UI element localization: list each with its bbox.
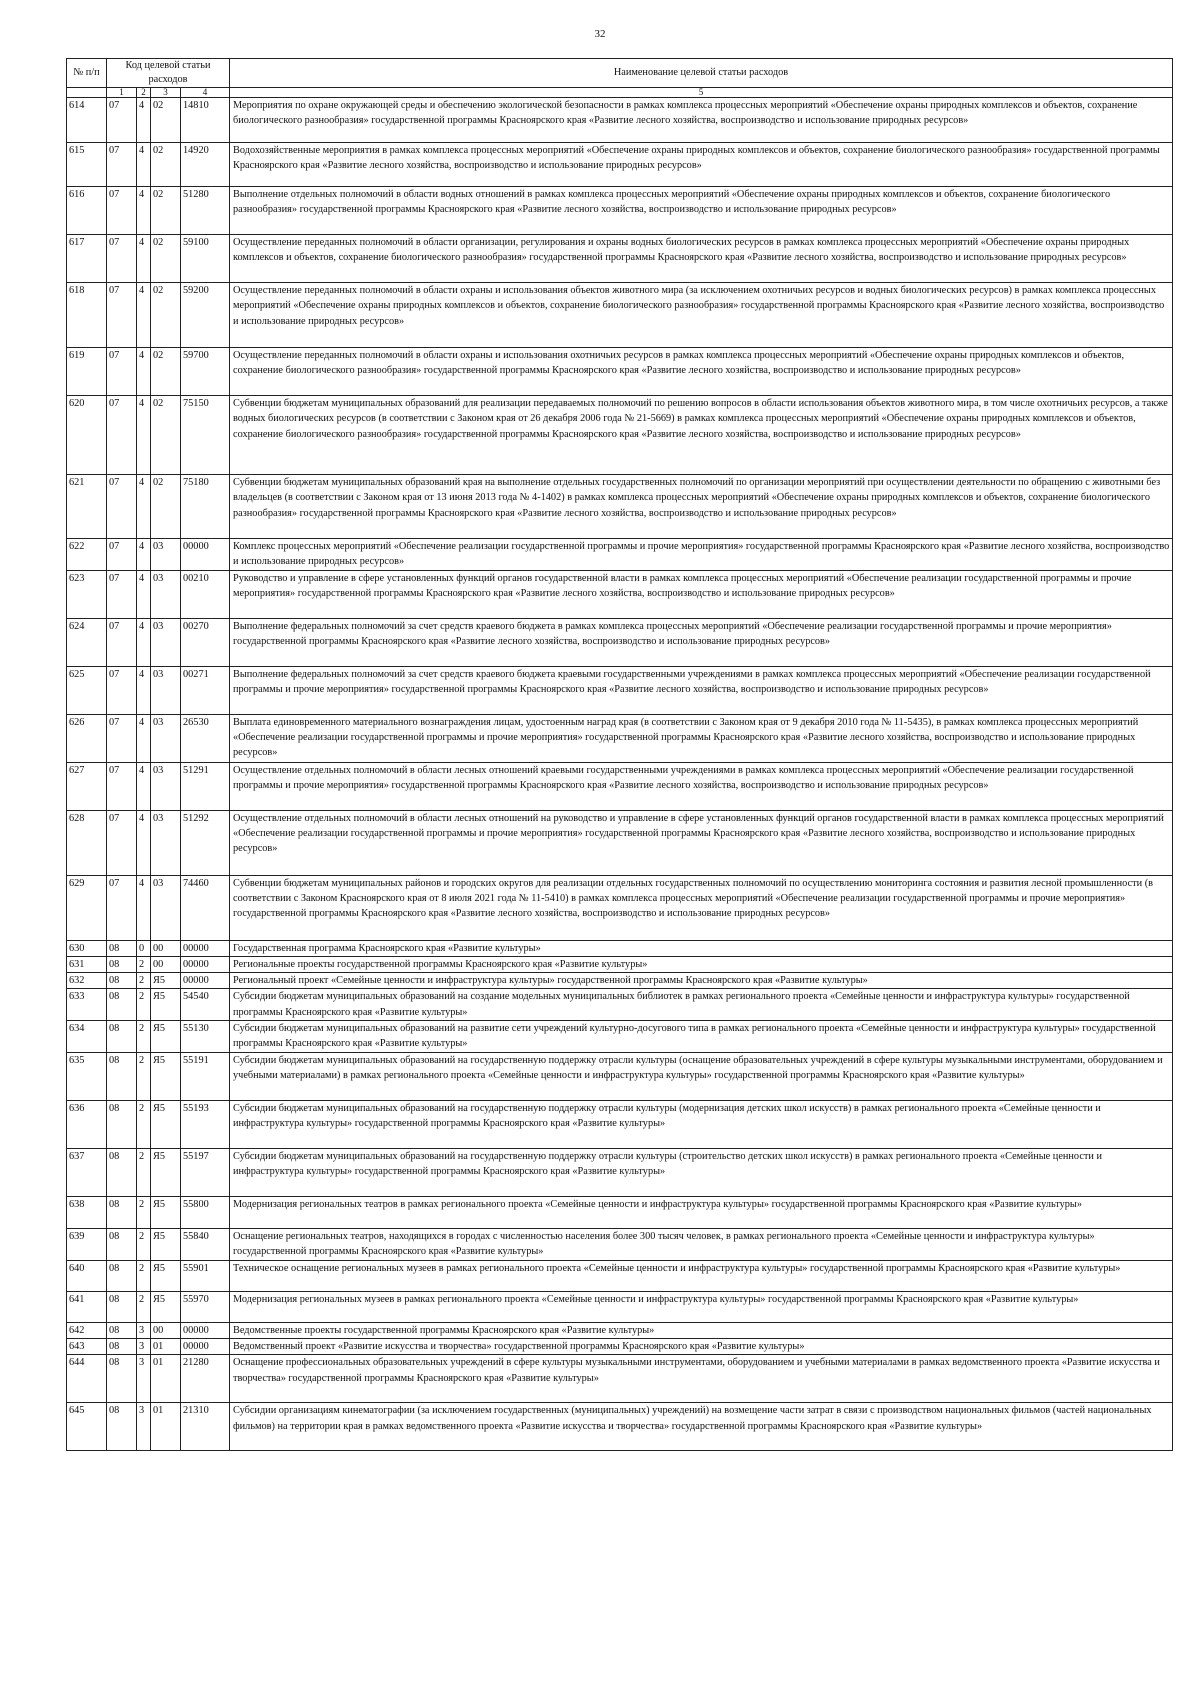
code-part-2: 4 (137, 187, 151, 235)
code-part-4: 55840 (181, 1228, 230, 1260)
code-part-2: 3 (137, 1403, 151, 1451)
row-number: 629 (67, 875, 107, 940)
header-row (67, 59, 1173, 88)
code-part-1: 08 (107, 1355, 137, 1403)
code-part-1: 07 (107, 666, 137, 714)
code-part-3: Я5 (151, 989, 181, 1021)
code-part-2: 2 (137, 973, 151, 989)
row-number: 640 (67, 1260, 107, 1291)
table-row (67, 666, 1173, 714)
article-name: Модернизация региональных музеев в рамках регионального проекта «Семейные ценности и инфраструктура культуры» государственной программы Красноярского края «Развитие культуры» (230, 1291, 1173, 1322)
code-part-1: 07 (107, 235, 137, 283)
code-part-1: 08 (107, 1021, 137, 1053)
code-part-2: 2 (137, 956, 151, 972)
row-number: 632 (67, 973, 107, 989)
code-part-4: 00210 (181, 570, 230, 618)
article-name: Руководство и управление в сфере установленных функций органов государственной власти в рамках комплекса процессных мероприятий «Обеспечение реализации государственной программы и прочие мероприятия» государственной программы Красноярского края «Развитие лесного хозяйства, воспроизводство и использование природных ресурсов» (230, 570, 1173, 618)
code-part-4: 55197 (181, 1148, 230, 1196)
code-part-4: 00271 (181, 666, 230, 714)
code-part-1: 07 (107, 283, 137, 348)
code-part-1: 07 (107, 143, 137, 187)
row-number: 641 (67, 1291, 107, 1322)
row-number: 633 (67, 989, 107, 1021)
code-part-3: 03 (151, 618, 181, 666)
code-part-3: 01 (151, 1355, 181, 1403)
table-row (67, 1322, 1173, 1338)
article-name: Субсидии бюджетам муниципальных образований на государственную поддержку отрасли культуры (модернизация детских школ искусств) в рамках регионального проекта «Семейные ценности и инфраструктура культуры» государственной программы Красноярского края «Развитие культуры» (230, 1100, 1173, 1148)
code-part-2: 4 (137, 348, 151, 396)
code-part-2: 4 (137, 666, 151, 714)
code-part-2: 4 (137, 570, 151, 618)
article-name: Субсидии бюджетам муниципальных образований на государственную поддержку отрасли культуры (оснащение образовательных учреждений в сфере культуры музыкальными инструментами, оборудованием и учебными материалами) в рамках регионального проекта «Семейные ценности и инфраструктура культуры» государственной программы Красноярского края «Развитие культуры» (230, 1052, 1173, 1100)
code-part-2: 4 (137, 762, 151, 810)
row-number: 636 (67, 1100, 107, 1148)
code-part-3: 02 (151, 475, 181, 539)
article-name: Выполнение федеральных полномочий за счет средств краевого бюджета в рамках комплекса процессных мероприятий «Обеспечение реализации государственной программы и прочие мероприятия» государственной программы Красноярского края «Развитие лесного хозяйства, воспроизводство и использование природных ресурсов» (230, 618, 1173, 666)
row-number: 645 (67, 1403, 107, 1451)
code-part-3: Я5 (151, 973, 181, 989)
code-part-1: 08 (107, 940, 137, 956)
code-part-2: 2 (137, 1228, 151, 1260)
code-part-1: 08 (107, 956, 137, 972)
table-row (67, 1021, 1173, 1053)
code-part-4: 21310 (181, 1403, 230, 1451)
code-part-1: 08 (107, 1100, 137, 1148)
table-row (67, 618, 1173, 666)
colnum-5: 5 (230, 88, 1173, 98)
code-part-4: 00000 (181, 940, 230, 956)
article-name: Мероприятия по охране окружающей среды и обеспечению экологической безопасности в рамках комплекса процессных мероприятий «Обеспечение охраны природных комплексов и объектов, сохранение биологического разнообразия» государственной программы Красноярского края «Развитие лесного хозяйства, воспроизводство и использование природных ресурсов» (230, 98, 1173, 143)
article-name: Субсидии бюджетам муниципальных образований на создание модельных муниципальных библиотек в рамках регионального проекта «Семейные ценности и инфраструктура культуры» государственной программы Красноярского края «Развитие культуры» (230, 989, 1173, 1021)
code-part-4: 26530 (181, 714, 230, 762)
table-row (67, 875, 1173, 940)
article-name: Оснащение региональных театров, находящихся в городах с численностью населения более 300 тысяч человек, в рамках регионального проекта «Семейные ценности и инфраструктура культуры» государственной программы Красноярского края «Развитие культуры» (230, 1228, 1173, 1260)
code-part-2: 2 (137, 1291, 151, 1322)
code-part-4: 55130 (181, 1021, 230, 1053)
code-part-4: 59100 (181, 235, 230, 283)
row-number: 637 (67, 1148, 107, 1196)
code-part-3: 03 (151, 762, 181, 810)
code-part-4: 51291 (181, 762, 230, 810)
code-part-2: 4 (137, 143, 151, 187)
code-part-3: 03 (151, 666, 181, 714)
table-row (67, 1228, 1173, 1260)
code-part-1: 08 (107, 1322, 137, 1338)
header-code: Код целевой статьи расходов (107, 59, 230, 88)
article-name: Субсидии бюджетам муниципальных образований на развитие сети учреждений культурно-досугового типа в рамках регионального проекта «Семейные ценности и инфраструктура культуры» государственной программы Красноярского края «Развитие культуры» (230, 1021, 1173, 1053)
code-part-2: 2 (137, 1260, 151, 1291)
article-name: Техническое оснащение региональных музеев в рамках регионального проекта «Семейные ценности и инфраструктура культуры» государственной программы Красноярского края «Развитие культуры» (230, 1260, 1173, 1291)
code-part-3: 03 (151, 875, 181, 940)
code-part-3: 02 (151, 396, 181, 475)
article-name: Модернизация региональных театров в рамках регионального проекта «Семейные ценности и инфраструктура культуры» государственной программы Красноярского края «Развитие культуры» (230, 1196, 1173, 1228)
article-name: Ведомственный проект «Развитие искусства и творчества» государственной программы Красноярского края «Развитие культуры» (230, 1338, 1173, 1354)
colnum-1: 1 (107, 88, 137, 98)
code-part-3: 03 (151, 539, 181, 571)
code-part-2: 3 (137, 1338, 151, 1354)
page-number: 32 (594, 28, 606, 40)
row-number: 631 (67, 956, 107, 972)
row-number: 622 (67, 539, 107, 571)
row-number: 616 (67, 187, 107, 235)
code-part-1: 07 (107, 762, 137, 810)
code-part-1: 08 (107, 989, 137, 1021)
code-part-1: 07 (107, 187, 137, 235)
code-part-2: 4 (137, 618, 151, 666)
header-num: № п/п (67, 59, 107, 88)
code-part-1: 08 (107, 1338, 137, 1354)
code-part-3: Я5 (151, 1196, 181, 1228)
row-number: 638 (67, 1196, 107, 1228)
code-part-2: 4 (137, 810, 151, 875)
code-part-4: 00000 (181, 1322, 230, 1338)
code-part-4: 55970 (181, 1291, 230, 1322)
code-part-2: 2 (137, 1100, 151, 1148)
code-part-4: 54540 (181, 989, 230, 1021)
code-part-4: 51292 (181, 810, 230, 875)
table-row (67, 570, 1173, 618)
code-part-4: 59200 (181, 283, 230, 348)
code-part-1: 08 (107, 1052, 137, 1100)
code-part-3: 03 (151, 570, 181, 618)
table-row (67, 396, 1173, 475)
code-part-3: 03 (151, 714, 181, 762)
column-number-row (67, 88, 1173, 98)
table-row (67, 1196, 1173, 1228)
row-number: 642 (67, 1322, 107, 1338)
code-part-3: 00 (151, 956, 181, 972)
code-part-3: Я5 (151, 1291, 181, 1322)
code-part-2: 4 (137, 235, 151, 283)
code-part-4: 00000 (181, 539, 230, 571)
table-row (67, 235, 1173, 283)
article-name: Комплекс процессных мероприятий «Обеспечение реализации государственной программы и прочие мероприятия» государственной программы Красноярского края «Развитие лесного хозяйства, воспроизводство и использование природных ресурсов» (230, 539, 1173, 571)
code-part-3: 02 (151, 98, 181, 143)
article-name: Государственная программа Красноярского края «Развитие культуры» (230, 940, 1173, 956)
article-name: Осуществление переданных полномочий в области охраны и использования охотничьих ресурсов в рамках комплекса процессных мероприятий «Обеспечение охраны природных комплексов и объектов, сохранение биологического разнообразия» государственной программы Красноярского края «Развитие лесного хозяйства, воспроизводство и использование природных ресурсов» (230, 348, 1173, 396)
table-row (67, 714, 1173, 762)
code-part-2: 4 (137, 396, 151, 475)
code-part-1: 08 (107, 1403, 137, 1451)
table-row (67, 1291, 1173, 1322)
code-part-3: 00 (151, 1322, 181, 1338)
row-number: 635 (67, 1052, 107, 1100)
article-name: Выполнение отдельных полномочий в области водных отношений в рамках комплекса процессных мероприятий «Обеспечение охраны природных комплексов и объектов, сохранение биологического разнообразия» государственной программы Красноярского края «Развитие лесного хозяйства, воспроизводство и использование природных ресурсов» (230, 187, 1173, 235)
code-part-1: 08 (107, 1228, 137, 1260)
code-part-2: 2 (137, 989, 151, 1021)
code-part-4: 55800 (181, 1196, 230, 1228)
code-part-1: 08 (107, 1260, 137, 1291)
table-row (67, 539, 1173, 571)
row-number: 623 (67, 570, 107, 618)
article-name: Субсидии организациям кинематографии (за исключением государственных (муниципальных) учреждений) на возмещение части затрат в связи с производством национальных фильмов (частей национальных фильмов) на территории края в рамках ведомственного проекта «Развитие искусства и творчества» государственной программы Красноярского края «Развитие культуры» (230, 1403, 1173, 1451)
table-row (67, 1148, 1173, 1196)
article-name: Оснащение профессиональных образовательных учреждений в сфере культуры музыкальными инструментами, оборудованием и учебными материалами в рамках ведомственного проекта «Развитие искусства и творчества» государственной программы Красноярского края «Развитие культуры» (230, 1355, 1173, 1403)
article-name: Региональный проект «Семейные ценности и инфраструктура культуры» государственной программы Красноярского края «Развитие культуры» (230, 973, 1173, 989)
target-articles-table (66, 58, 1173, 1451)
table-row (67, 956, 1173, 972)
row-number: 634 (67, 1021, 107, 1053)
row-number: 625 (67, 666, 107, 714)
code-part-2: 4 (137, 875, 151, 940)
code-part-3: 02 (151, 235, 181, 283)
code-part-1: 07 (107, 98, 137, 143)
row-number: 626 (67, 714, 107, 762)
row-number: 644 (67, 1355, 107, 1403)
code-part-2: 4 (137, 714, 151, 762)
code-part-2: 4 (137, 539, 151, 571)
code-part-3: 02 (151, 187, 181, 235)
row-number: 617 (67, 235, 107, 283)
row-number: 621 (67, 475, 107, 539)
code-part-3: Я5 (151, 1021, 181, 1053)
colnum-2: 2 (137, 88, 151, 98)
code-part-3: 01 (151, 1403, 181, 1451)
table-row (67, 810, 1173, 875)
code-part-2: 3 (137, 1322, 151, 1338)
article-name: Осуществление переданных полномочий в области организации, регулирования и охраны водных биологических ресурсов в рамках комплекса процессных мероприятий «Обеспечение охраны природных комплексов и объектов, сохранение биологического разнообразия» государственной программы Красноярского края «Развитие лесного хозяйства, воспроизводство и использование природных ресурсов» (230, 235, 1173, 283)
article-name: Выполнение федеральных полномочий за счет средств краевого бюджета краевыми государственными учреждениями в рамках комплекса процессных мероприятий «Обеспечение реализации государственной программы и прочие мероприятия» государственной программы Красноярского края «Развитие лесного хозяйства, воспроизводство и использование природных ресурсов» (230, 666, 1173, 714)
code-part-4: 51280 (181, 187, 230, 235)
code-part-4: 21280 (181, 1355, 230, 1403)
table-row (67, 1100, 1173, 1148)
colnum-4: 4 (181, 88, 230, 98)
article-name: Осуществление переданных полномочий в области охраны и использования объектов животного мира (за исключением охотничьих ресурсов и водных биологических ресурсов) в рамках комплекса процессных мероприятий «Обеспечение охраны природных комплексов и объектов, сохранение биологического разнообразия» государственной программы Красноярского края «Развитие лесного хозяйства, воспроизводство и использование природных ресурсов» (230, 283, 1173, 348)
code-part-1: 07 (107, 348, 137, 396)
table-row (67, 1260, 1173, 1291)
row-number: 643 (67, 1338, 107, 1354)
code-part-1: 07 (107, 618, 137, 666)
table-row (67, 1052, 1173, 1100)
table-row (67, 762, 1173, 810)
table-row (67, 475, 1173, 539)
code-part-2: 4 (137, 98, 151, 143)
code-part-3: 01 (151, 1338, 181, 1354)
row-number: 627 (67, 762, 107, 810)
code-part-3: Я5 (151, 1260, 181, 1291)
article-name: Субвенции бюджетам муниципальных образований края на выполнение отдельных государственных полномочий по организации мероприятий при осуществлении деятельности по обращению с животными без владельцев (в соответствии с Законом края от 13 июня 2013 года № 4-1402) в рамках комплекса процессных мероприятий «Обеспечение охраны природных комплексов и объектов, сохранение биологического разнообразия» государственной программы Красноярского края «Развитие лесного хозяйства, воспроизводство и использование природных ресурсов» (230, 475, 1173, 539)
table-row (67, 1338, 1173, 1354)
article-name: Осуществление отдельных полномочий в области лесных отношений краевыми государственными учреждениями в рамках комплекса процессных мероприятий «Обеспечение реализации государственной программы и прочие мероприятия» государственной программы Красноярского края «Развитие лесного хозяйства, воспроизводство и использование природных ресурсов» (230, 762, 1173, 810)
code-part-3: Я5 (151, 1100, 181, 1148)
article-name: Субвенции бюджетам муниципальных районов и городских округов для реализации отдельных государственных полномочий по осуществлению мониторинга состояния и развития лесной промышленности (в соответствии с Законом Красноярского края от 8 июля 2021 года № 11-5410) в рамках комплекса процессных мероприятий «Обеспечение реализации государственной программы и прочие мероприятия» государственной программы Красноярского края «Развитие лесного хозяйства, воспроизводство и использование природных ресурсов» (230, 875, 1173, 940)
code-part-3: Я5 (151, 1052, 181, 1100)
row-number: 619 (67, 348, 107, 396)
article-name: Выплата единовременного материального вознаграждения лицам, удостоенным наград края (в соответствии с Законом края от 9 декабря 2010 года № 11-5435), в рамках комплекса процессных мероприятий «Обеспечение реализации государственной программы и прочие мероприятия» государственной программы Красноярского края «Развитие лесного хозяйства, воспроизводство и использование природных ресурсов» (230, 714, 1173, 762)
code-part-1: 08 (107, 1148, 137, 1196)
code-part-1: 07 (107, 570, 137, 618)
code-part-2: 4 (137, 283, 151, 348)
code-part-4: 55191 (181, 1052, 230, 1100)
table-row (67, 348, 1173, 396)
article-name: Осуществление отдельных полномочий в области лесных отношений на руководство и управление в сфере установленных функций органов государственной власти в рамках комплекса процессных мероприятий «Обеспечение реализации государственной программы и прочие мероприятия» государственной программы Красноярского края «Развитие лесного хозяйства, воспроизводство и использование природных ресурсов» (230, 810, 1173, 875)
row-number: 639 (67, 1228, 107, 1260)
code-part-2: 2 (137, 1021, 151, 1053)
row-number: 615 (67, 143, 107, 187)
row-number: 620 (67, 396, 107, 475)
row-number: 614 (67, 98, 107, 143)
code-part-3: 02 (151, 143, 181, 187)
colnum-blank (67, 88, 107, 98)
table-row (67, 1355, 1173, 1403)
table-row (67, 1403, 1173, 1451)
code-part-1: 07 (107, 875, 137, 940)
code-part-2: 2 (137, 1196, 151, 1228)
header-name: Наименование целевой статьи расходов (230, 59, 1173, 88)
code-part-2: 4 (137, 475, 151, 539)
code-part-4: 00000 (181, 973, 230, 989)
code-part-2: 2 (137, 1148, 151, 1196)
code-part-2: 2 (137, 1052, 151, 1100)
code-part-1: 08 (107, 1196, 137, 1228)
code-part-4: 55193 (181, 1100, 230, 1148)
table-row (67, 940, 1173, 956)
code-part-1: 08 (107, 973, 137, 989)
article-name: Субсидии бюджетам муниципальных образований на государственную поддержку отрасли культуры (строительство детских школ искусств) в рамках регионального проекта «Семейные ценности и инфраструктура культуры» государственной программы Красноярского края «Развитие культуры» (230, 1148, 1173, 1196)
code-part-3: 02 (151, 348, 181, 396)
code-part-4: 59700 (181, 348, 230, 396)
row-number: 628 (67, 810, 107, 875)
table-row (67, 989, 1173, 1021)
row-number: 630 (67, 940, 107, 956)
code-part-1: 07 (107, 396, 137, 475)
code-part-1: 07 (107, 810, 137, 875)
code-part-3: Я5 (151, 1228, 181, 1260)
code-part-3: Я5 (151, 1148, 181, 1196)
code-part-3: 03 (151, 810, 181, 875)
code-part-2: 0 (137, 940, 151, 956)
article-name: Ведомственные проекты государственной программы Красноярского края «Развитие культуры» (230, 1322, 1173, 1338)
table-row (67, 98, 1173, 143)
colnum-3: 3 (151, 88, 181, 98)
table-row (67, 143, 1173, 187)
article-name: Региональные проекты государственной программы Красноярского края «Развитие культуры» (230, 956, 1173, 972)
code-part-1: 07 (107, 714, 137, 762)
article-name: Водохозяйственные мероприятия в рамках комплекса процессных мероприятий «Обеспечение охраны природных комплексов и объектов, сохранение биологического разнообразия» государственной программы Красноярского края «Развитие лесного хозяйства, воспроизводство и использование природных ресурсов» (230, 143, 1173, 187)
code-part-3: 00 (151, 940, 181, 956)
code-part-1: 07 (107, 475, 137, 539)
code-part-4: 14920 (181, 143, 230, 187)
code-part-1: 07 (107, 539, 137, 571)
code-part-4: 75180 (181, 475, 230, 539)
code-part-1: 08 (107, 1291, 137, 1322)
code-part-4: 00270 (181, 618, 230, 666)
row-number: 618 (67, 283, 107, 348)
table-row (67, 283, 1173, 348)
code-part-4: 74460 (181, 875, 230, 940)
code-part-4: 75150 (181, 396, 230, 475)
row-number: 624 (67, 618, 107, 666)
table-row (67, 973, 1173, 989)
code-part-2: 3 (137, 1355, 151, 1403)
code-part-4: 55901 (181, 1260, 230, 1291)
code-part-4: 00000 (181, 1338, 230, 1354)
code-part-4: 14810 (181, 98, 230, 143)
code-part-3: 02 (151, 283, 181, 348)
code-part-4: 00000 (181, 956, 230, 972)
article-name: Субвенции бюджетам муниципальных образований для реализации передаваемых полномочий по решению вопросов в области использования объектов животного мира, в том числе охотничьих ресурсов, а также водных биологических ресурсов (в соответствии с Законом края от 26 декабря 2006 года № 21-5669) в рамках комплекса процессных мероприятий «Обеспечение охраны природных комплексов и объектов, сохранение биологического разнообразия» государственной программы Красноярского края «Развитие лесного хозяйства, воспроизводство и использование природных ресурсов» (230, 396, 1173, 475)
table-row (67, 187, 1173, 235)
